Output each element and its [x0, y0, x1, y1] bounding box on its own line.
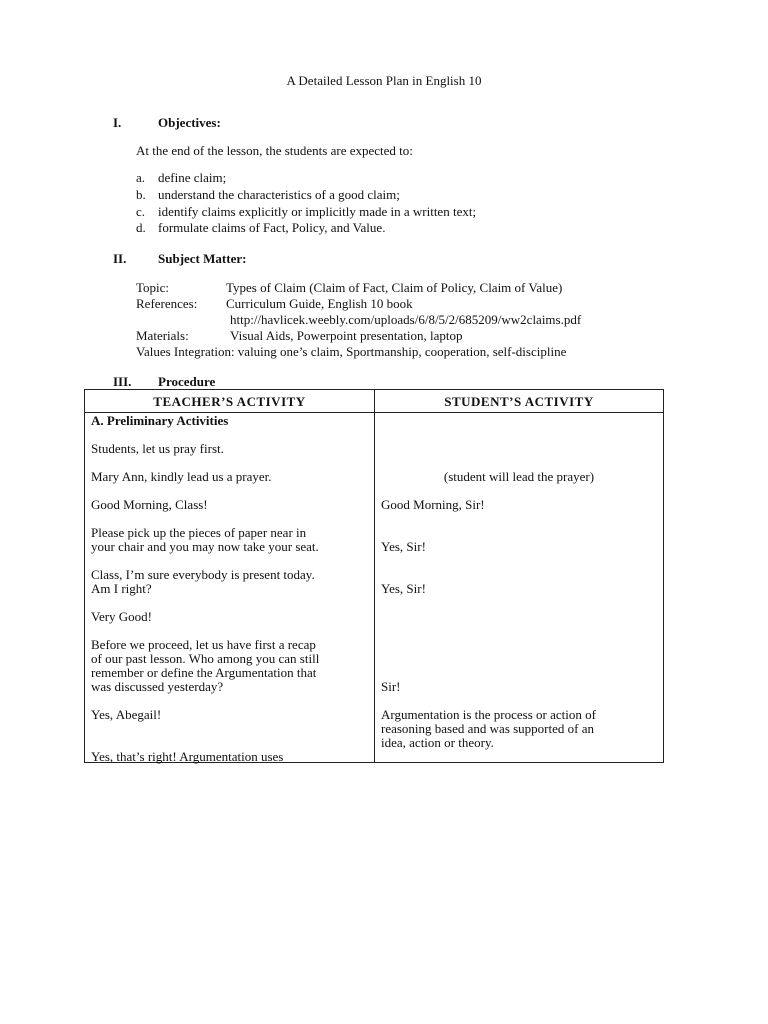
student-line: reasoning based and was supported of an — [381, 721, 594, 736]
teacher-line: Yes, that’s right! Argumentation uses — [91, 749, 284, 764]
table-column-divider — [374, 390, 375, 762]
section-numeral-ii: II. — [113, 251, 127, 266]
materials-label: Materials: — [136, 328, 189, 343]
references-value: Curriculum Guide, English 10 book — [226, 296, 413, 311]
section-numeral-i: I. — [113, 115, 122, 130]
teacher-line: was discussed yesterday? — [91, 679, 224, 694]
teacher-line: of our past lesson. Who among you can still — [91, 651, 320, 666]
objective-item-b: understand the characteristics of a good claim; — [158, 187, 400, 202]
student-line: Good Morning, Sir! — [381, 497, 485, 512]
student-line: (student will lead the prayer) — [443, 469, 595, 484]
procedure-heading: Procedure — [158, 374, 216, 389]
subject-matter-heading: Subject Matter: — [158, 251, 247, 266]
teacher-line: your chair and you may now take your seat. — [91, 539, 319, 554]
teacher-line: Class, I’m sure everybody is present today. — [91, 567, 315, 582]
teacher-line: Students, let us pray first. — [91, 441, 224, 456]
values-integration: Values Integration: valuing one’s claim, Sportmanship, cooperation, self-discipline — [136, 344, 567, 359]
section-numeral-iii: III. — [113, 374, 132, 389]
objective-letter-a: a. — [136, 170, 146, 185]
teacher-line: Before we proceed, let us have first a recap — [91, 637, 316, 652]
objective-item-a: define claim; — [158, 170, 227, 185]
objective-item-c: identify claims explicitly or implicitly made in a written text; — [158, 204, 477, 219]
teacher-line: Yes, Abegail! — [91, 707, 162, 722]
teacher-line: Mary Ann, kindly lead us a prayer. — [91, 469, 272, 484]
teacher-activity-header: TEACHER’S ACTIVITY — [153, 394, 306, 409]
objective-letter-d: d. — [136, 220, 146, 235]
preliminary-activities-heading: A. Preliminary Activities — [91, 413, 229, 428]
objectives-heading: Objectives: — [158, 115, 221, 130]
objectives-intro: At the end of the lesson, the students are expected to: — [136, 143, 413, 158]
student-line: Sir! — [381, 679, 401, 694]
teacher-line: Very Good! — [91, 609, 153, 624]
references-label: References: — [136, 296, 198, 311]
teacher-line: remember or define the Argumentation that — [91, 665, 317, 680]
teacher-line: Good Morning, Class! — [91, 497, 208, 512]
student-line: Yes, Sir! — [381, 581, 426, 596]
student-line: Argumentation is the process or action of — [381, 707, 596, 722]
materials-value: Visual Aids, Powerpoint presentation, laptop — [230, 328, 463, 343]
topic-value: Types of Claim (Claim of Fact, Claim of Policy, Claim of Value) — [226, 280, 563, 295]
student-activity-header: STUDENT’S ACTIVITY — [444, 394, 594, 409]
page-title: A Detailed Lesson Plan in English 10 — [286, 73, 482, 88]
objective-letter-c: c. — [136, 204, 146, 219]
references-url: http://havlicek.weebly.com/uploads/6/8/5/2/685209/ww2claims.pdf — [230, 312, 582, 327]
teacher-line: Please pick up the pieces of paper near in — [91, 525, 307, 540]
student-line: idea, action or theory. — [381, 735, 494, 750]
objective-letter-b: b. — [136, 187, 146, 202]
teacher-line: Am I right? — [91, 581, 152, 596]
student-line: Yes, Sir! — [381, 539, 426, 554]
topic-label: Topic: — [136, 280, 170, 295]
activity-table — [84, 389, 664, 763]
objective-item-d: formulate claims of Fact, Policy, and Value. — [158, 220, 386, 235]
